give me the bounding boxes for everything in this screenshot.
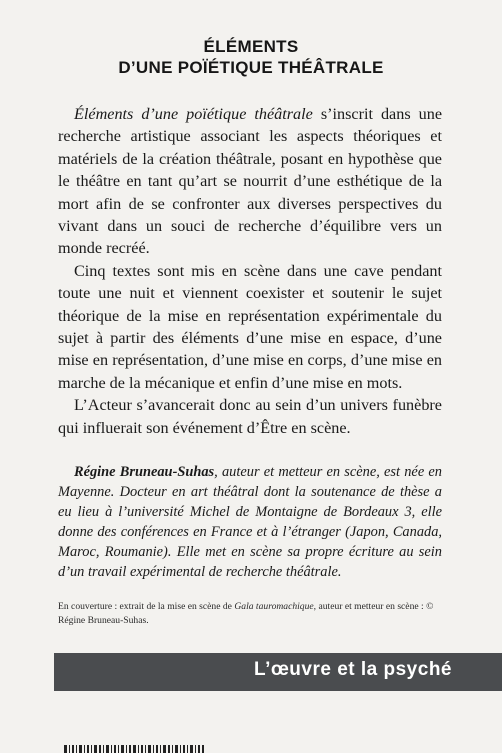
cover-credit xyxy=(58,600,442,628)
title-line-1: ÉLÉMENTS xyxy=(203,37,299,56)
credit-after: , auteur et metteur en scène : © Régine Bruneau-Suhas. xyxy=(58,601,434,626)
collection-band xyxy=(54,653,502,691)
barcode xyxy=(64,745,204,753)
blurb-paragraph-2: Cinq textes sont mis en scène dans une cave pendant toute une nuit et viennent coexister et soutenir le sujet théorique de la mise en représentation expérimentale du sujet à partir des éléments d’une mise en espace, d’une mise en représentation, d’une mise en corps, d’une mise en marche de la mécanique et enfin d’une mise en mots. xyxy=(58,261,442,392)
credit-before: En couverture : extrait de la mise en scène de xyxy=(58,601,235,612)
book-title xyxy=(0,36,502,78)
author-bio-paragraph xyxy=(58,462,442,582)
collection-name: L’œuvre et la psyché xyxy=(254,659,452,680)
credit-work: Gala tauromachique xyxy=(234,601,314,612)
author-bio xyxy=(58,462,442,582)
blurb-title-italic: Éléments d’une poïétique théâtrale xyxy=(74,105,313,123)
blurb xyxy=(58,103,442,439)
author-name: Régine Bruneau-Suhas xyxy=(74,464,215,480)
title-line-2: D’UNE POÏÉTIQUE THÉÂTRALE xyxy=(118,58,384,77)
author-bio-text: , auteur et metteur en scène, est née en Mayenne. Docteur en art théâtral dont la soutenance de thèse a eu lieu à l’université Michel de Montaigne de Bordeaux 3, elle donne des conférences en France et à l’étranger (Japon, Canada, Maroc, Roumanie). Elle met en scène sa propre écriture au sein d’un travail expérimental de recherche théâtrale. xyxy=(58,464,442,580)
blurb-paragraph-3: L’Acteur s’avancerait donc au sein d’un univers funèbre qui influerait son événement d’Être en scène. xyxy=(58,396,442,437)
blurb-paragraph-1 xyxy=(58,103,442,260)
blurb-paragraph-1-text: s’inscrit dans une recherche artistique associant les aspects théoriques et matériels de la création théâtrale, posant en hypothèse que le théâtre en tant qu’art se nourrit d’une esthétique de la mort afin de se confronter aux diverses perspectives du vivant dans un souci de recherche d’équilibre vers un monde recréé. xyxy=(58,105,442,258)
